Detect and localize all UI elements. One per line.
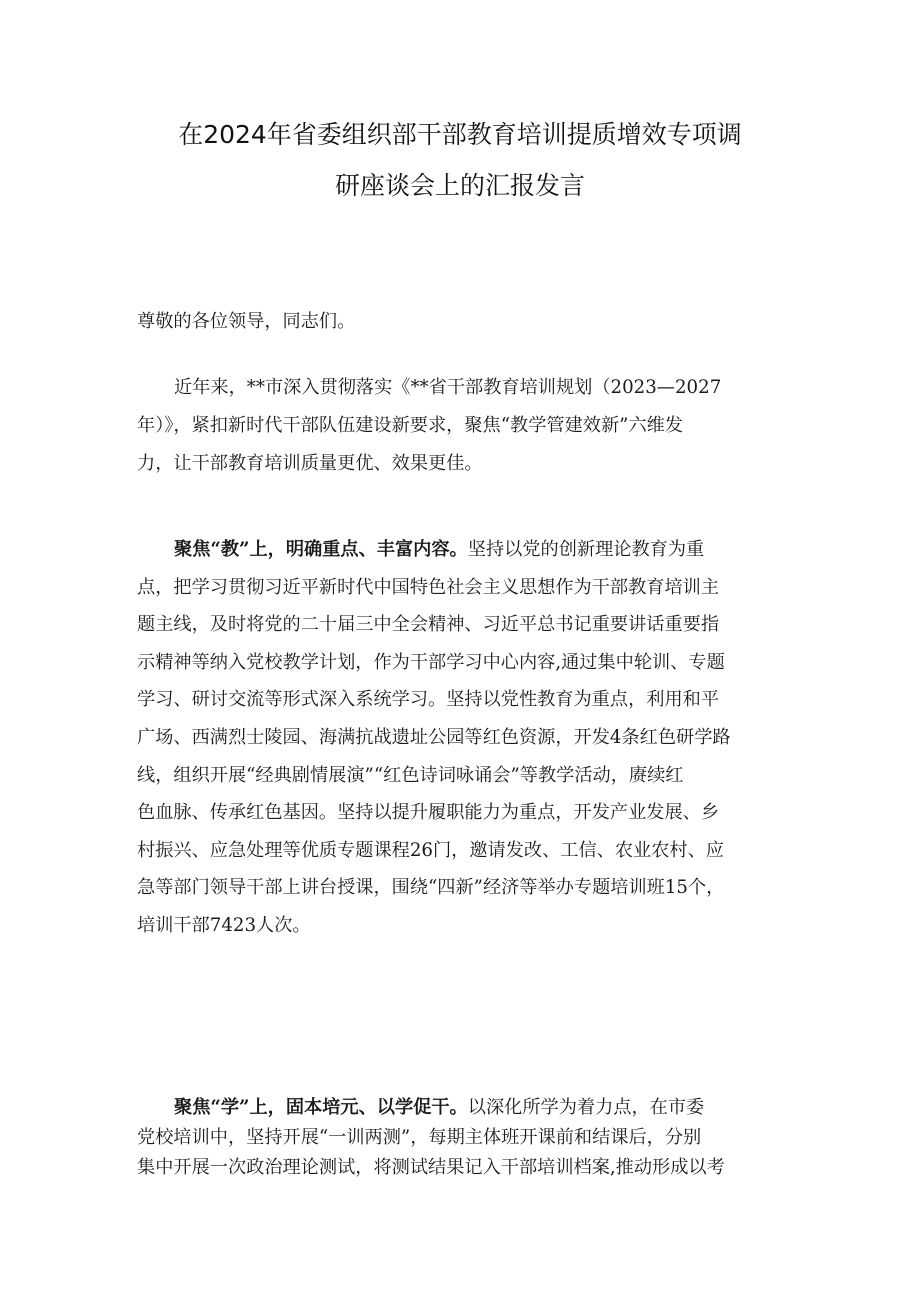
paragraph-heading: 聚焦“学”上，固本培元、以学促干。	[174, 1097, 468, 1118]
paragraph-line: 色血脉、传承红色基因。坚持以提升履职能力为重点，开发产业发展、乡	[137, 802, 720, 824]
paragraph-line: 学习、研讨交流等形式深入系统学习。坚持以党性教育为重点，利用和平	[137, 689, 720, 711]
salutation	[137, 303, 797, 341]
paragraph-line: 线，组织开展“经典剧情展演”“红色诗词咏诵会”等教学活动，赓续红	[137, 764, 684, 786]
document-title-line-1: 在2024年省委组织部干部教育培训提质增效专项调	[178, 120, 742, 149]
paragraph-learning	[137, 1093, 797, 1183]
paragraph-first-line	[137, 531, 797, 569]
paragraph-line: 年）》，紧扣新时代干部队伍建设新要求，聚焦“教学管建效新”六维发	[137, 415, 684, 436]
paragraph-line: 集中开展一次政治理论测试，将测试结果记入干部培训档案,推动形成以考	[137, 1157, 725, 1178]
paragraph-first-line	[137, 1093, 797, 1123]
paragraph-line: 广场、西满烈士陵园、海满抗战遗址公园等红色资源，开发4条红色研学路	[137, 726, 731, 748]
paragraph-heading: 聚焦“教”上，明确重点、丰富内容。	[174, 539, 468, 560]
paragraph-line: 示精神等纳入党校教学计划，作为干部学习中心内容,通过集中轮训、专题	[137, 651, 725, 673]
paragraph-line: 村振兴、应急处理等优质专题课程26门，邀请发改、工信、农业农村、应	[137, 839, 724, 861]
salutation-text: 尊敬的各位领导，同志们。	[137, 311, 356, 332]
paragraph-line: 近年来，**市深入贯彻落实《**省干部教育培训规划（2023—2027	[174, 377, 722, 398]
paragraph-line: 急等部门领导干部上讲台授课，围绕“四新”经济等举办专题培训班15个，	[137, 877, 725, 899]
document-title-line-2: 研座谈会上的汇报发言	[334, 171, 585, 200]
paragraph-first-line-text: 以深化所学为着力点，在市委	[467, 1097, 705, 1118]
paragraph-line: 党校培训中，坚持开展“一训两测”，每期主体班开课前和结课后，分别	[137, 1127, 702, 1148]
paragraph-line: 培训干部7423人次。	[137, 914, 311, 936]
paragraph-line: 力，让干部教育培训质量更优、效果更佳。	[137, 453, 483, 474]
paragraph-line: 点，把学习贯彻习近平新时代中国特色社会主义思想作为干部教育培训主	[137, 576, 720, 598]
paragraph-first-line-text: 坚持以党的创新理论教育为重	[467, 539, 705, 560]
paragraph-intro	[137, 369, 797, 483]
paragraph-line: 题主线，及时将党的二十届三中全会精神、习近平总书记重要讲话重要指	[137, 614, 720, 636]
paragraph-teaching	[137, 531, 797, 945]
